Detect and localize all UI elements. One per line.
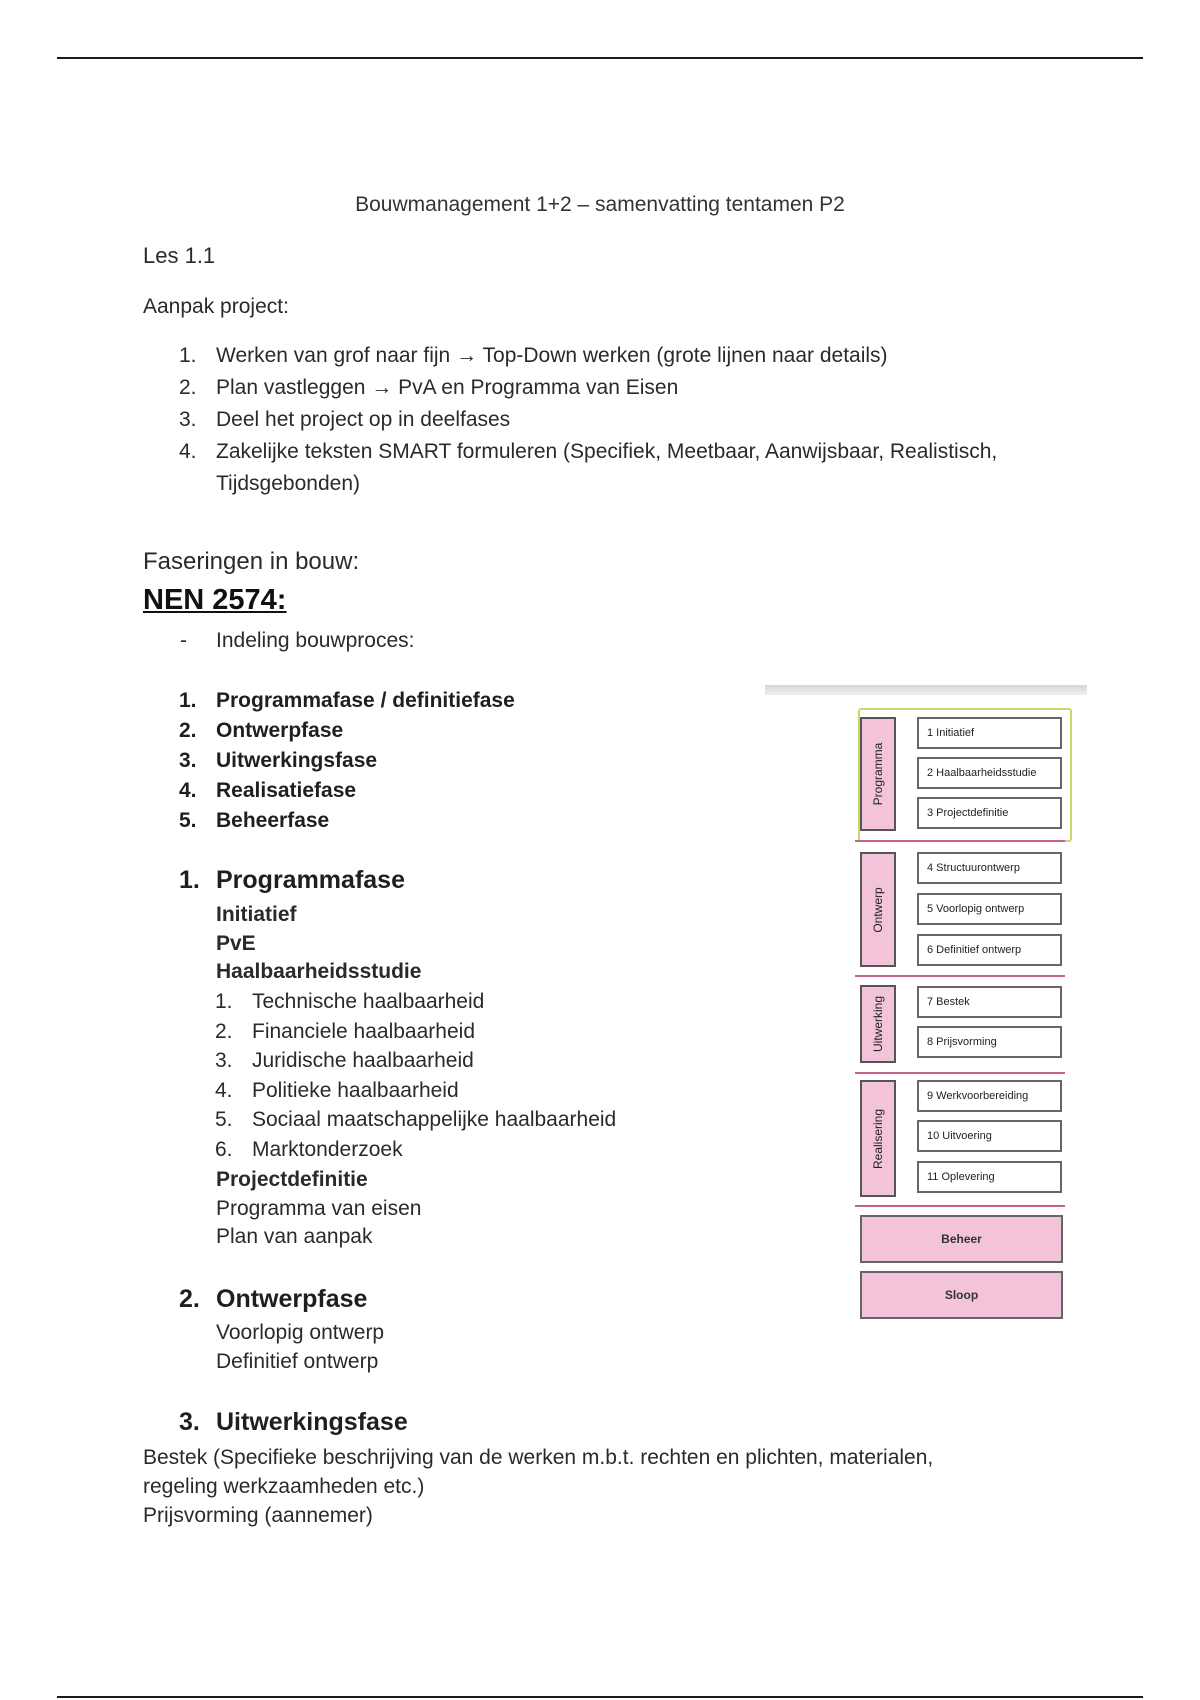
step-initiatief: 1 Initiatief	[917, 717, 1062, 749]
list-item: 3. Juridische haalbaarheid	[215, 1049, 474, 1072]
step-structuurontwerp: 4 Structuurontwerp	[917, 852, 1062, 884]
bottom-rule	[57, 1696, 1143, 1698]
list-item: 2. Financiele haalbaarheid	[215, 1019, 475, 1043]
bestek-text: Bestek (Specifieke beschrijving van de werken m.b.t. rechten en plichten, materialen,	[143, 1446, 934, 1469]
nen-heading: NEN 2574:	[143, 584, 287, 616]
haalbaarheid-list	[215, 987, 617, 1164]
list-item: 4. Realisatiefase	[179, 779, 357, 802]
group-separator	[855, 1072, 1065, 1074]
uitwerkingsfase-heading: Uitwerkingsfase	[216, 1408, 408, 1436]
step-uitvoering: 10 Uitvoering	[917, 1120, 1062, 1152]
sloop-box: Sloop	[860, 1271, 1063, 1319]
list-item: 4. Politieke haalbaarheid	[215, 1078, 459, 1102]
step-voorlopig-ontwerp: 5 Voorlopig ontwerp	[917, 893, 1062, 925]
step-prijsvorming: 8 Prijsvorming	[917, 1026, 1062, 1058]
list-item: 2. Plan vastleggen → PvA en Programma van Eisen	[179, 376, 679, 399]
programmafase-number: 1.	[179, 866, 200, 894]
step-werkvoorbereiding: 9 Werkvoorbereiding	[917, 1080, 1062, 1112]
list-item: 2. Ontwerpfase	[179, 719, 344, 742]
step-haalbaarheidsstudie: 2 Haalbaarheidsstudie	[917, 757, 1062, 789]
phase-list	[179, 686, 515, 836]
group-realisering: Realisering	[860, 1080, 896, 1197]
document-title: Bouwmanagement 1+2 – samenvatting tentamen P2	[355, 193, 845, 216]
ontwerpfase-number: 2.	[179, 1285, 200, 1313]
aanpak-list	[179, 340, 1096, 500]
list-item: 4. Zakelijke teksten SMART formuleren (Specifiek, Meetbaar, Aanwijsbaar, Realistisch, Tijdsgebonden)	[179, 440, 998, 495]
list-item: 1. Programmafase / definitiefase	[179, 689, 515, 712]
group-programma: Programma	[860, 717, 896, 831]
pve-full-text: Programma van eisen	[216, 1197, 422, 1220]
pve-label: PvE	[216, 932, 256, 955]
list-item: 5. Beheerfase	[179, 809, 330, 832]
bullet-mark: -	[180, 629, 187, 652]
list-item: 3. Deel het project op in deelfases	[179, 408, 511, 431]
haalbaarheid-label: Haalbaarheidsstudie	[216, 960, 422, 983]
group-uitwerking: Uitwerking	[860, 985, 896, 1063]
programmafase-heading: Programmafase	[216, 866, 405, 894]
projectdefinitie-label: Projectdefinitie	[216, 1168, 368, 1191]
lesson-heading: Les 1.1	[143, 243, 216, 268]
initiatief-label: Initiatief	[216, 903, 297, 926]
phase-diagram	[765, 685, 1095, 1325]
group-ontwerp: Ontwerp	[860, 852, 896, 967]
list-item: 6. Marktonderzoek	[215, 1137, 403, 1161]
group-separator	[855, 975, 1065, 977]
list-item: 5. Sociaal maatschappelijke haalbaarheid	[215, 1108, 617, 1131]
step-definitief-ontwerp: 6 Definitief ontwerp	[917, 934, 1062, 966]
step-bestek: 7 Bestek	[917, 986, 1062, 1018]
list-item: 1. Werken van grof naar fijn → Top-Down werken (grote lijnen naar details)	[179, 344, 888, 367]
group-separator	[855, 840, 1065, 842]
step-projectdefinitie: 3 Projectdefinitie	[917, 797, 1062, 829]
top-rule	[57, 57, 1143, 59]
group-separator	[855, 1205, 1065, 1207]
uitwerkingsfase-number: 3.	[179, 1408, 200, 1436]
faseringen-heading: Faseringen in bouw:	[143, 548, 360, 575]
diagram-top-bar	[765, 685, 1087, 695]
pva-text: Plan van aanpak	[216, 1225, 373, 1248]
aanpak-label: Aanpak project:	[143, 295, 289, 318]
beheer-box: Beheer	[860, 1215, 1063, 1263]
voorlopig-ontwerp-text: Voorlopig ontwerp	[216, 1321, 385, 1344]
step-oplevering: 11 Oplevering	[917, 1161, 1062, 1193]
bestek-text-continued: regeling werkzaamheden etc.)	[143, 1475, 425, 1498]
indeling-text: Indeling bouwproces:	[216, 629, 415, 652]
list-item: 3. Uitwerkingsfase	[179, 749, 378, 772]
list-item: 1. Technische haalbaarheid	[215, 990, 485, 1013]
definitief-ontwerp-text: Definitief ontwerp	[216, 1350, 379, 1373]
prijsvorming-text: Prijsvorming (aannemer)	[143, 1504, 373, 1527]
ontwerpfase-heading: Ontwerpfase	[216, 1285, 368, 1313]
